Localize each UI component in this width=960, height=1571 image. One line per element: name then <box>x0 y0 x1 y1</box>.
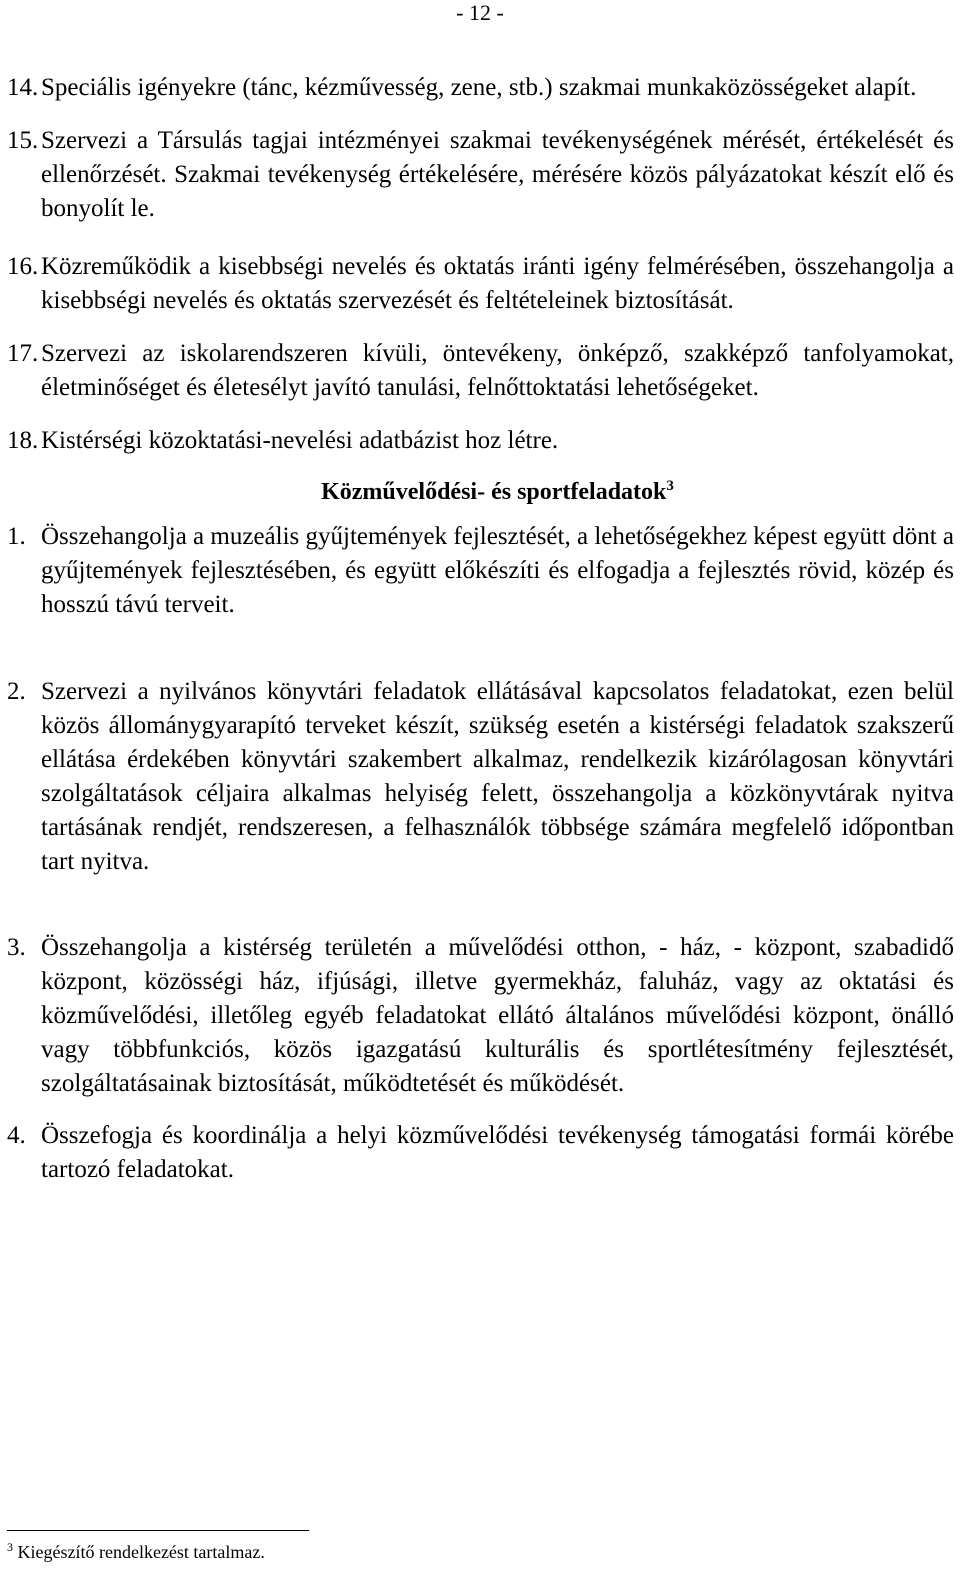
list-item-number: 17. <box>7 340 39 367</box>
document-body <box>0 71 960 1187</box>
list-item-text: Szervezi az iskolarendszeren kívüli, öntevékeny, önképző, szakképző tanfolyamokat, életminőséget és életesélyt javító tanulási, felnőttoktatási lehetőségeket. <box>41 340 954 401</box>
page-number: - 12 - <box>456 0 504 25</box>
list-item-4 <box>0 1119 960 1187</box>
list-item-18 <box>0 424 960 458</box>
list-item-text: Összehangolja a kistérség területén a művelődési otthon, - ház, - központ, szabadidő központ, közösségi ház, ifjúsági, illetve gyermekház, faluház, vagy az oktatási és közművelődési, illetőleg egyéb feladatokat ellátó általános művelődési központ, önálló vagy többfunkciós, közös igazgatású kulturális és sportlétesítmény fejlesztését, szolgáltatásainak biztosítását, működtetését és működését. <box>41 934 954 1097</box>
list-item-number: 4. <box>7 1122 26 1149</box>
footnote-text: Kiegészítő rendelkezést tartalmaz. <box>17 1542 265 1562</box>
list-item-text: Szervezi a Társulás tagjai intézményei szakmai tevékenységének mérését, értékelését és ellenőrzését. Szakmai tevékenység értékelésére, mérésére közös pályázatokat készít elő és bonyolít le. <box>41 127 954 222</box>
list-item-number: 15. <box>7 127 39 154</box>
list-item-number: 14. <box>7 74 39 101</box>
list-item-number: 18. <box>7 427 39 454</box>
list-item-number: 3. <box>7 934 26 961</box>
list-item-number: 2. <box>7 678 26 705</box>
list-item-14 <box>0 71 960 105</box>
list-item-text: Speciális igényekre (tánc, kézművesség, zene, stb.) szakmai munkaközösségeket alapít. <box>41 74 917 101</box>
footnote <box>7 1539 265 1565</box>
footnote-reference: 3 <box>666 478 674 494</box>
list-item-text: Összefogja és koordinálja a helyi közművelődési tevékenység támogatási formái körébe tartozó feladatokat. <box>41 1122 954 1183</box>
list-item-number: 1. <box>7 523 26 550</box>
list-item-15 <box>0 124 960 226</box>
list-item-text: Szervezi a nyilvános könyvtári feladatok ellátásával kapcsolatos feladatokat, ezen belül közös állománygyarapító terveket készít, szükség esetén a kistérségi feladatok szakszerű ellátása érdekében könyvtári szakembert alkalmaz, rendelkezik kizárólagosan könyvtári szolgáltatások céljaira alkalmas helyiség felett, összehangolja a közkönyvtárak nyitva tartásának rendjét, rendszeresen, a felhasználók többsége számára megfelelő időpontban tart nyitva. <box>41 678 954 875</box>
footnote-number: 3 <box>7 1540 13 1554</box>
list-item-text: Kistérségi közoktatási-nevelési adatbázist hoz létre. <box>41 427 559 454</box>
list-item-text: Összehangolja a muzeális gyűjtemények fejlesztését, a lehetőségekhez képest együtt dönt a gyűjtemények fejlesztésében, és együtt előkészíti és elfogadja a fejlesztés rövid, közép és hosszú távú terveit. <box>41 523 954 618</box>
list-item-text: Közreműködik a kisebbségi nevelés és oktatás iránti igény felmérésében, összehangolja a kisebbségi nevelés és oktatás szervezését és feltételeinek biztosítását. <box>41 253 954 314</box>
section-heading <box>0 475 960 509</box>
list-item-1 <box>0 520 960 622</box>
section-heading-text: Közművelődési- és sportfeladatok <box>321 479 667 505</box>
footnote-divider <box>7 1530 309 1531</box>
list-item-2 <box>0 675 960 879</box>
list-item-number: 16. <box>7 253 39 280</box>
list-item-3 <box>0 931 960 1101</box>
list-item-17 <box>0 337 960 405</box>
list-item-16 <box>0 250 960 318</box>
